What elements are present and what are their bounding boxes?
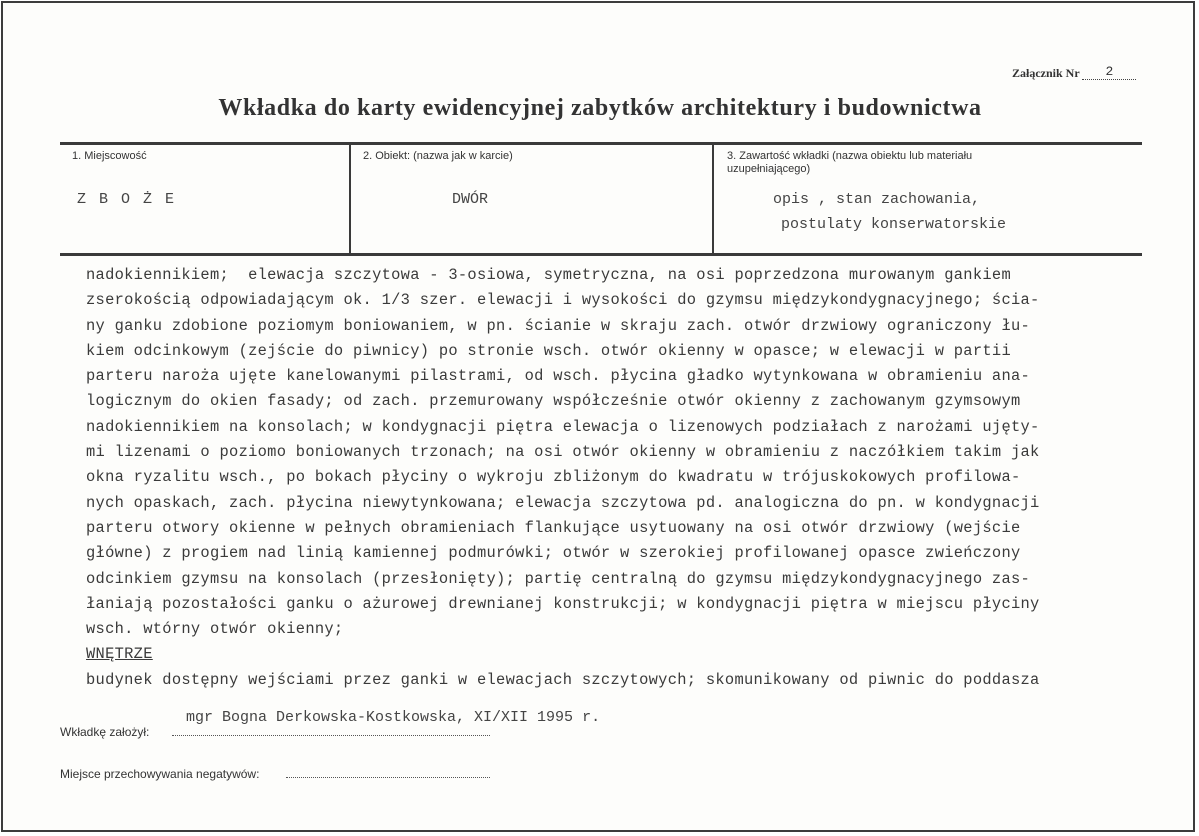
insert-content-value-line1: opis , stan zachowania, bbox=[773, 191, 981, 208]
author-value: mgr Bogna Derkowska-Kostkowska, XI/XII 1995 r. bbox=[186, 709, 601, 726]
body-line: ny ganku zdobione poziomym boniowaniem, w pn. ścianie w skraju zach. otwór drzwiowy ograniczony łu- bbox=[86, 316, 1031, 335]
body-line: główne) z progiem nad linią kamiennej podmurówki; otwór w szerokiej profilowanej opasce zwieńczony bbox=[86, 544, 1021, 563]
body-line: kiem odcinkowym (zejście do piwnicy) po stronie wsch. otwór okienny w opasce; w elewacji w partii bbox=[86, 341, 1011, 360]
header-bottom-rule bbox=[60, 253, 1142, 256]
negatives-location-label: Miejsce przechowywania negatywów: bbox=[60, 767, 260, 781]
insert-content-value-line2: postulaty konserwatorskie bbox=[781, 216, 1007, 233]
body-line: wsch. wtórny otwór okienny; bbox=[86, 620, 344, 639]
insert-content-label-line1: 3. Zawartość wkładki (nazwa obiektu lub materiału bbox=[727, 150, 973, 162]
body-line: mi lizenami o poziomo boniowanych trzonach; na osi otwór okienny w obramieniu z naczółkiem takim jak bbox=[86, 443, 1040, 462]
body-line: budynek dostępny wejściami przez ganki w elewacjach szczytowych; skomunikowany od piwnic do poddasza bbox=[86, 670, 1040, 689]
body-line: nadokiennikiem na konsolach; w kondygnacji piętra elewacja o lizenowych podziałach z narożami ujęty- bbox=[86, 417, 1040, 436]
body-line: parteru naroża ujęte kanelowanymi pilastrami, od wsch. płycina gładko wytynkowana w obramieniu ana- bbox=[86, 367, 1031, 386]
document-title: Wkładka do karty ewidencyjnej zabytków architektury i budownictwa bbox=[218, 95, 982, 121]
body-line: parteru otwory okienne w pełnych obramieniach flankujące usytuowany na osi otwór drzwiowy (wejście bbox=[86, 518, 1021, 537]
body-line: łaniają pozostałości ganku o ażurowej drewnianej konstrukcji; w kondygnacji piętra w miejscu płyciny bbox=[86, 594, 1040, 613]
description-body bbox=[86, 263, 1116, 693]
body-line: nadokiennikiem; elewacja szczytowa - 3-osiowa, symetryczna, na osi poprzedzona murowanym gankiem bbox=[86, 266, 1011, 284]
negatives-location-dotted-line bbox=[286, 777, 490, 778]
created-by-dotted-line bbox=[172, 735, 490, 736]
header-column-divider-2 bbox=[712, 144, 714, 254]
locality-value: Z B O Ż E bbox=[77, 191, 177, 208]
header-column-divider-1 bbox=[349, 144, 351, 254]
object-value: DWÓR bbox=[452, 191, 489, 208]
locality-label: 1. Miejscowość bbox=[72, 150, 147, 162]
annex-label: Załącznik Nr bbox=[1012, 66, 1080, 80]
body-line: odcinkiem gzymsu na konsolach (przesłonięty); partię centralną do gzymsu międzykondygnacyjnego zas- bbox=[86, 569, 1031, 588]
header-top-rule bbox=[60, 142, 1142, 145]
object-label: 2. Obiekt: (nazwa jak w karcie) bbox=[363, 150, 513, 162]
body-line: nych opaskach, zach. płycina niewytynkowana; elewacja szczytowa pd. analogiczna do pn. w kondygnacji bbox=[86, 493, 1040, 512]
body-line: logicznym do okien fasady; od zach. przemurowany współcześnie otwór okienny z zachowanym gzymsowym bbox=[86, 392, 1021, 411]
created-by-label: Wkładkę założył: bbox=[60, 725, 150, 739]
annex-number-value: 2 bbox=[1082, 64, 1136, 80]
annex-number bbox=[1012, 66, 1136, 82]
insert-content-label bbox=[727, 150, 972, 176]
body-line: zserokością odpowiadającym ok. 1/3 szer. elewacji i wysokości do gzymsu międzykondygnacyjnego; ścia- bbox=[86, 291, 1040, 310]
insert-content-label-line2: uzupełniającego) bbox=[727, 163, 811, 175]
section-heading-interior: WNĘTRZE bbox=[86, 645, 153, 664]
body-line: okna ryzalitu wsch., po bokach płyciny o wykroju zbliżonym do kwadratu w trójuskokowych profilowa- bbox=[86, 468, 1021, 487]
